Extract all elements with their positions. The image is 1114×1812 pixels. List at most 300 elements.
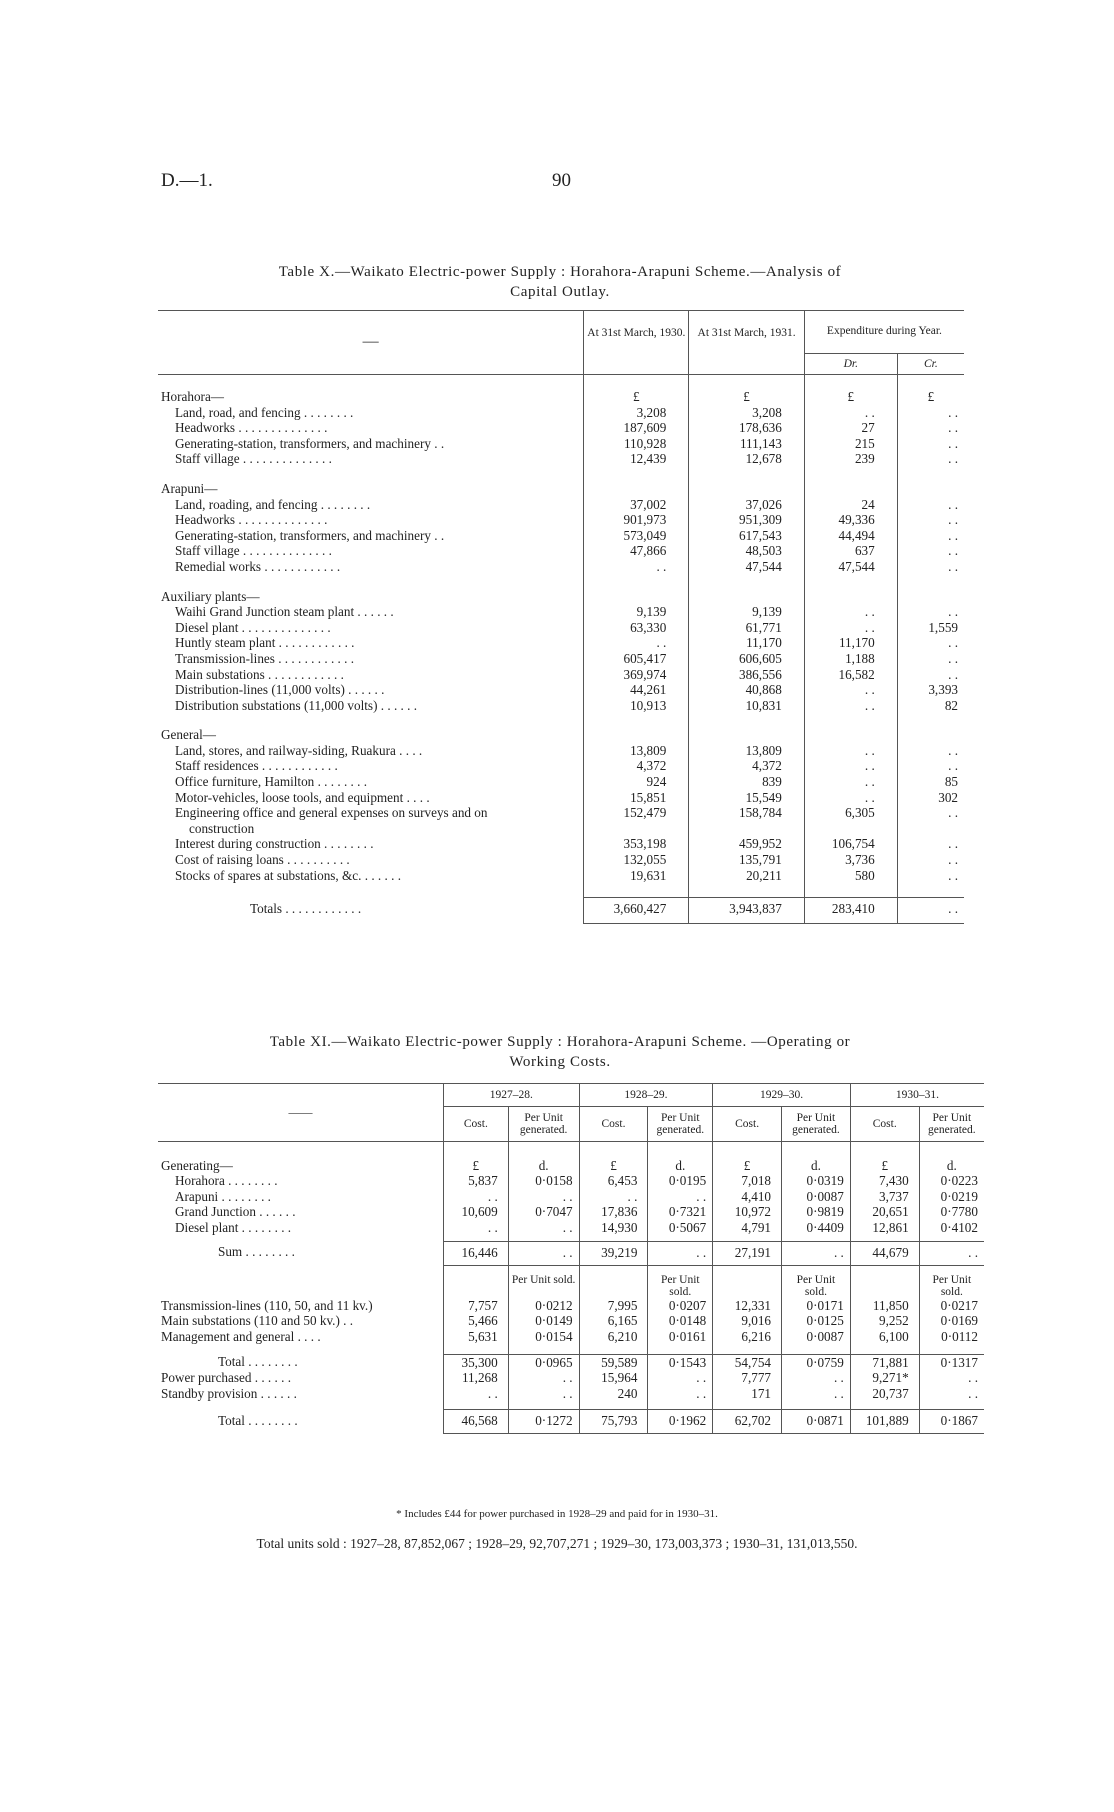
table11-title-line2: Working Costs.: [509, 1054, 611, 1070]
value-1931: 617,543: [689, 528, 805, 544]
table-row: [158, 620, 964, 636]
row-label: Remedial works . . . . . . . . . . . .: [175, 558, 341, 574]
generating-heading-row: [158, 1158, 984, 1174]
row-label: Power purchased . . . . . .: [161, 1370, 292, 1386]
row-label: Land, stores, and railway-siding, Ruakura . . . .: [175, 742, 423, 758]
row-label: Generating-station, transformers, and machinery . .: [175, 527, 445, 543]
value-1931: 606,605: [689, 651, 805, 667]
row-label: Transmission-lines . . . . . . . . . . . .: [175, 650, 355, 666]
per-unit-value: . .: [508, 1189, 579, 1205]
value-cr: . .: [897, 852, 964, 868]
table11-header-blank: ——: [158, 1084, 443, 1142]
value-1930: . .: [584, 635, 689, 651]
total-1930: 3,660,427: [584, 898, 689, 924]
value-1931: 12,678: [689, 451, 805, 467]
pence-unit: d.: [648, 1158, 713, 1174]
table-row: [158, 604, 964, 620]
value-cr: . .: [897, 635, 964, 651]
cost-value: . .: [443, 1220, 508, 1236]
header-dr: Dr.: [804, 354, 897, 375]
pence-unit: d.: [782, 1158, 851, 1174]
value-1930: 605,417: [584, 651, 689, 667]
row-label: Headworks . . . . . . . . . . . . . .: [175, 420, 328, 436]
cost-value: 27,191: [713, 1241, 782, 1265]
per-unit-value: 0·0125: [782, 1313, 851, 1329]
pound-unit: £: [443, 1158, 508, 1174]
cost-value: 11,850: [850, 1298, 919, 1314]
value-dr: . .: [804, 774, 897, 790]
value-1930: 187,609: [584, 420, 689, 436]
table-row: [158, 758, 964, 774]
row-label: Staff residences . . . . . . . . . . . .: [175, 758, 338, 774]
value-1931: 839: [689, 774, 805, 790]
row-label: Main substations . . . . . . . . . . . .: [175, 666, 344, 682]
per-unit-generated-header: Per Unit generated.: [508, 1107, 579, 1142]
group-heading-row: [158, 389, 964, 405]
header-expenditure-during-year: Expenditure during Year.: [804, 311, 964, 354]
value-cr: . .: [897, 651, 964, 667]
value-1931: 9,139: [689, 604, 805, 620]
cost-value: 16,446: [443, 1241, 508, 1265]
value-1930: 3,208: [584, 405, 689, 421]
year-header-1928-29: 1928–29.: [579, 1084, 713, 1107]
value-1931: 15,549: [689, 790, 805, 806]
value-dr: 47,544: [804, 559, 897, 575]
per-unit-value: . .: [919, 1370, 984, 1386]
table-row: [158, 1173, 984, 1189]
cost-header: Cost.: [443, 1107, 508, 1142]
value-dr: . .: [804, 743, 897, 759]
header-cr: Cr.: [897, 354, 964, 375]
per-unit-value: 0·0219: [919, 1189, 984, 1205]
cost-value: 20,737: [850, 1386, 919, 1402]
pound-unit: £: [850, 1158, 919, 1174]
table-row: [158, 1204, 984, 1220]
value-1930: 47,866: [584, 543, 689, 559]
value-cr: 302: [897, 790, 964, 806]
empty-cell: [804, 481, 897, 497]
cost-value: 6,100: [850, 1329, 919, 1345]
value-1930: 152,479: [584, 805, 689, 836]
per-unit-generated-header: Per Unit generated.: [648, 1107, 713, 1142]
value-cr: . .: [897, 604, 964, 620]
year-header-1930-31: 1930–31.: [850, 1084, 984, 1107]
currency-symbol: £: [897, 389, 964, 405]
per-unit-value: . .: [508, 1370, 579, 1386]
table11-title-line1: Table XI.—Waikato Electric-power Supply : Horahora-Arapuni Scheme. —Operating or: [269, 1034, 851, 1050]
per-unit-value: . .: [648, 1241, 713, 1265]
cost-value: 9,271*: [850, 1370, 919, 1386]
total-dr: 283,410: [804, 898, 897, 924]
per-unit-value: 0·0087: [782, 1189, 851, 1205]
value-cr: . .: [897, 805, 964, 836]
value-cr: . .: [897, 451, 964, 467]
empty-cell: [584, 589, 689, 605]
value-1930: 901,973: [584, 512, 689, 528]
value-1930: 13,809: [584, 743, 689, 759]
value-1931: 37,026: [689, 497, 805, 513]
per-unit-generated-header: Per Unit generated.: [782, 1107, 851, 1142]
row-label: Horahora . . . . . . . .: [175, 1173, 278, 1189]
per-unit-value: 0·4409: [782, 1220, 851, 1236]
per-unit-value: 0·7321: [648, 1204, 713, 1220]
value-1931: 61,771: [689, 620, 805, 636]
cost-value: 171: [713, 1386, 782, 1402]
value-dr: . .: [804, 604, 897, 620]
value-dr: 3,736: [804, 852, 897, 868]
table-row: [158, 1329, 984, 1345]
value-1930: 110,928: [584, 436, 689, 452]
cost-value: 7,995: [579, 1298, 648, 1314]
cost-value: 10,609: [443, 1204, 508, 1220]
cost-value: 75,793: [579, 1410, 648, 1434]
total-units-sold: Total units sold : 1927–28, 87,852,067 ; 1928–29, 92,707,271 ; 1929–30, 173,003,373 ; 1930–31, 131,013,550.: [256, 1536, 858, 1551]
value-1930: 37,002: [584, 497, 689, 513]
per-unit-value: . .: [648, 1386, 713, 1402]
table-row: [158, 1220, 984, 1236]
table-row: [158, 743, 964, 759]
table-row: [158, 1313, 984, 1329]
per-unit-value: 0·0154: [508, 1329, 579, 1345]
per-unit-value: . .: [782, 1386, 851, 1402]
value-1931: 111,143: [689, 436, 805, 452]
row-label: Huntly steam plant . . . . . . . . . . . .: [175, 635, 355, 651]
pound-unit: £: [713, 1158, 782, 1174]
value-1930: 132,055: [584, 852, 689, 868]
cost-value: 9,252: [850, 1313, 919, 1329]
document-reference: D.—1.: [161, 170, 213, 191]
group-heading-row: [158, 589, 964, 605]
row-label: Land, roading, and fencing . . . . . . . .: [175, 496, 371, 512]
per-unit-value: . .: [919, 1386, 984, 1402]
per-unit-value: 0·0149: [508, 1313, 579, 1329]
value-dr: 16,582: [804, 667, 897, 683]
table-row: [158, 1386, 984, 1402]
value-cr: . .: [897, 758, 964, 774]
per-unit-value: . .: [648, 1189, 713, 1205]
cost-value: 12,861: [850, 1220, 919, 1236]
value-1930: 15,851: [584, 790, 689, 806]
value-dr: 106,754: [804, 836, 897, 852]
cost-value: 6,165: [579, 1313, 648, 1329]
cost-value: 17,836: [579, 1204, 648, 1220]
cost-value: 14,930: [579, 1220, 648, 1236]
cost-value: 15,964: [579, 1370, 648, 1386]
value-cr: . .: [897, 559, 964, 575]
table-row: [158, 651, 964, 667]
row-label: Sum . . . . . . . .: [218, 1244, 295, 1260]
cost-value: 101,889: [850, 1410, 919, 1434]
value-dr: 637: [804, 543, 897, 559]
value-1931: 11,170: [689, 635, 805, 651]
empty-cell: [689, 727, 805, 743]
grand-total-row: [158, 1410, 984, 1434]
value-cr: . .: [897, 528, 964, 544]
value-1930: 924: [584, 774, 689, 790]
per-unit-value: 0·7047: [508, 1204, 579, 1220]
value-cr: 82: [897, 698, 964, 714]
table-row: [158, 682, 964, 698]
pound-unit: £: [579, 1158, 648, 1174]
cost-value: . .: [443, 1386, 508, 1402]
header-at-31-march-1931: At 31st March, 1931.: [689, 311, 805, 375]
row-label: Diesel plant . . . . . . . .: [175, 1219, 292, 1235]
per-unit-value: . .: [782, 1241, 851, 1265]
value-1931: 47,544: [689, 559, 805, 575]
per-unit-sold-header: Per Unit sold.: [648, 1265, 713, 1298]
cost-value: 5,466: [443, 1313, 508, 1329]
pence-unit: d.: [919, 1158, 984, 1174]
per-unit-value: 0·0207: [648, 1298, 713, 1314]
empty-cell: [689, 481, 805, 497]
empty-cell: [804, 727, 897, 743]
cost-value: 6,216: [713, 1329, 782, 1345]
per-unit-value: . .: [648, 1370, 713, 1386]
row-label: Management and general . . . .: [161, 1328, 321, 1344]
row-label: Motor-vehicles, loose tools, and equipment . . . .: [175, 789, 430, 805]
cost-value: 3,737: [850, 1189, 919, 1205]
value-1931: 10,831: [689, 698, 805, 714]
empty-cell: [584, 727, 689, 743]
value-dr: 44,494: [804, 528, 897, 544]
value-cr: . .: [897, 497, 964, 513]
empty-cell: [584, 481, 689, 497]
table-row: [158, 436, 964, 452]
cost-value: 6,453: [579, 1173, 648, 1189]
row-label: Transmission-lines (110, 50, and 11 kv.): [161, 1297, 373, 1313]
value-1931: 13,809: [689, 743, 805, 759]
cost-value: 7,777: [713, 1370, 782, 1386]
per-unit-value: 0·7780: [919, 1204, 984, 1220]
value-cr: . .: [897, 420, 964, 436]
value-dr: 49,336: [804, 512, 897, 528]
per-unit-value: 0·1543: [648, 1354, 713, 1370]
cost-value: 44,679: [850, 1241, 919, 1265]
value-dr: 24: [804, 497, 897, 513]
empty-cell: [897, 727, 964, 743]
value-cr: . .: [897, 512, 964, 528]
value-1930: . .: [584, 559, 689, 575]
value-1931: 386,556: [689, 667, 805, 683]
value-cr: . .: [897, 667, 964, 683]
value-dr: 1,188: [804, 651, 897, 667]
per-unit-sold-row: [158, 1265, 984, 1298]
value-cr: . .: [897, 436, 964, 452]
cost-value: 59,589: [579, 1354, 648, 1370]
per-unit-value: 0·1962: [648, 1410, 713, 1434]
value-cr: . .: [897, 868, 964, 884]
cost-value: . .: [579, 1189, 648, 1205]
cost-value: 12,331: [713, 1298, 782, 1314]
cost-value: 10,972: [713, 1204, 782, 1220]
empty-cell: [897, 481, 964, 497]
value-dr: . .: [804, 620, 897, 636]
per-unit-sold-header: Per Unit sold.: [782, 1265, 851, 1298]
value-cr: 3,393: [897, 682, 964, 698]
value-1930: 63,330: [584, 620, 689, 636]
value-dr: 11,170: [804, 635, 897, 651]
cost-value: . .: [443, 1189, 508, 1205]
per-unit-value: 0·0161: [648, 1329, 713, 1345]
table-row: [158, 559, 964, 575]
per-unit-value: 0·0171: [782, 1298, 851, 1314]
cost-value: 9,016: [713, 1313, 782, 1329]
cost-value: 4,410: [713, 1189, 782, 1205]
value-1931: 48,503: [689, 543, 805, 559]
table-row: [158, 543, 964, 559]
empty-cell: [897, 589, 964, 605]
per-unit-value: 0·4102: [919, 1220, 984, 1236]
year-header-1927-28: 1927–28.: [443, 1084, 579, 1107]
table-row: [158, 805, 964, 836]
row-label: Cost of raising loans . . . . . . . . . .: [175, 852, 350, 868]
value-cr: . .: [897, 836, 964, 852]
currency-symbol: £: [689, 389, 805, 405]
row-label: Staff village . . . . . . . . . . . . . .: [175, 543, 332, 559]
header-at-31-march-1930: At 31st March, 1930.: [584, 311, 689, 375]
table-row: [158, 405, 964, 421]
table-row: [158, 836, 964, 852]
value-1930: 12,439: [584, 451, 689, 467]
cost-value: 11,268: [443, 1370, 508, 1386]
table-row: [158, 497, 964, 513]
value-dr: 27: [804, 420, 897, 436]
footnote: * Includes £44 for power purchased in 1928–29 and paid for in 1930–31.: [396, 1508, 718, 1520]
cost-value: 62,702: [713, 1410, 782, 1434]
table-row: [158, 790, 964, 806]
value-1930: 44,261: [584, 682, 689, 698]
table-row: [158, 667, 964, 683]
value-1931: 951,309: [689, 512, 805, 528]
sum-row: [158, 1241, 984, 1265]
per-unit-value: 0·1317: [919, 1354, 984, 1370]
table-row: [158, 852, 964, 868]
value-1931: 3,208: [689, 405, 805, 421]
total-row: [158, 1354, 984, 1370]
table-row: [158, 1189, 984, 1205]
value-1931: 20,211: [689, 868, 805, 884]
table-row: [158, 528, 964, 544]
value-1930: 19,631: [584, 868, 689, 884]
cost-header: Cost.: [579, 1107, 648, 1142]
per-unit-generated-header: Per Unit generated.: [919, 1107, 984, 1142]
value-cr: 1,559: [897, 620, 964, 636]
cost-value: 7,018: [713, 1173, 782, 1189]
row-label: Land, road, and fencing . . . . . . . .: [175, 404, 354, 420]
table11-title: [140, 1032, 980, 1072]
row-label-line1: Engineering office and general expenses on surveys and on: [175, 805, 488, 821]
table-row: [158, 1298, 984, 1314]
value-1931: 178,636: [689, 420, 805, 436]
value-dr: . .: [804, 682, 897, 698]
row-label: Distribution-lines (11,000 volts) . . . . . .: [175, 682, 385, 698]
page-number: 90: [552, 170, 571, 191]
cost-value: 240: [579, 1386, 648, 1402]
row-label: Arapuni . . . . . . . .: [175, 1188, 271, 1204]
cost-header: Cost.: [850, 1107, 919, 1142]
cost-value: 5,631: [443, 1329, 508, 1345]
per-unit-value: 0·1867: [919, 1410, 984, 1434]
total-cr: . .: [897, 898, 964, 924]
row-label: Main substations (110 and 50 kv.) . .: [161, 1313, 354, 1329]
cost-value: 20,651: [850, 1204, 919, 1220]
table10-header-blank: —: [158, 311, 584, 375]
value-1930: 369,974: [584, 667, 689, 683]
per-unit-value: 0·0871: [782, 1410, 851, 1434]
value-dr: 580: [804, 868, 897, 884]
table-row: [158, 868, 964, 884]
totals-row: [158, 898, 964, 924]
table-row: [158, 698, 964, 714]
row-label: Stocks of spares at substations, &c. . . . . . .: [175, 867, 401, 883]
row-label: Grand Junction . . . . . .: [175, 1204, 296, 1220]
value-1931: 40,868: [689, 682, 805, 698]
table10-title-line1: Table X.—Waikato Electric-power Supply : Horahora-Arapuni Scheme.—Analysis of: [278, 264, 842, 280]
row-label: Total . . . . . . . .: [218, 1412, 298, 1428]
per-unit-value: 0·0148: [648, 1313, 713, 1329]
value-1931: 459,952: [689, 836, 805, 852]
cost-value: 71,881: [850, 1354, 919, 1370]
row-label: Generating-station, transformers, and machinery . .: [175, 435, 445, 451]
per-unit-value: 0·9819: [782, 1204, 851, 1220]
currency-symbol: £: [584, 389, 689, 405]
value-cr: . .: [897, 405, 964, 421]
value-1931: 135,791: [689, 852, 805, 868]
group-heading-row: [158, 481, 964, 497]
group-heading: Generating—: [161, 1157, 233, 1173]
value-cr: . .: [897, 543, 964, 559]
row-label: Diesel plant . . . . . . . . . . . . . .: [175, 619, 331, 635]
table-row: [158, 420, 964, 436]
empty-cell: [689, 589, 805, 605]
table-row: [158, 512, 964, 528]
cost-value: 54,754: [713, 1354, 782, 1370]
group-heading-row: [158, 727, 964, 743]
row-label: Waihi Grand Junction steam plant . . . . . .: [175, 604, 394, 620]
empty-cell: [804, 589, 897, 605]
per-unit-value: 0·5067: [648, 1220, 713, 1236]
row-label: Office furniture, Hamilton . . . . . . . .: [175, 774, 368, 790]
cost-value: 35,300: [443, 1354, 508, 1370]
value-1930: 10,913: [584, 698, 689, 714]
capital-outlay-table: [158, 310, 964, 924]
per-unit-value: 0·0195: [648, 1173, 713, 1189]
value-cr: . .: [897, 743, 964, 759]
cost-value: 46,568: [443, 1410, 508, 1434]
value-dr: . .: [804, 698, 897, 714]
per-unit-value: . .: [508, 1220, 579, 1236]
value-1931: 4,372: [689, 758, 805, 774]
value-1930: 9,139: [584, 604, 689, 620]
per-unit-value: 0·1272: [508, 1410, 579, 1434]
cost-value: 7,757: [443, 1298, 508, 1314]
value-1930: 4,372: [584, 758, 689, 774]
per-unit-value: . .: [508, 1386, 579, 1402]
row-label: Standby provision . . . . . .: [161, 1386, 297, 1402]
per-unit-value: 0·0223: [919, 1173, 984, 1189]
per-unit-value: . .: [919, 1241, 984, 1265]
value-dr: 239: [804, 451, 897, 467]
table-row: [158, 635, 964, 651]
per-unit-value: . .: [782, 1370, 851, 1386]
group-heading: Auxiliary plants—: [161, 588, 260, 604]
pence-unit: d.: [508, 1158, 579, 1174]
per-unit-value: 0·0087: [782, 1329, 851, 1345]
per-unit-value: 0·0217: [919, 1298, 984, 1314]
value-1931: 158,784: [689, 805, 805, 836]
per-unit-value: 0·0112: [919, 1329, 984, 1345]
currency-symbol: £: [804, 389, 897, 405]
